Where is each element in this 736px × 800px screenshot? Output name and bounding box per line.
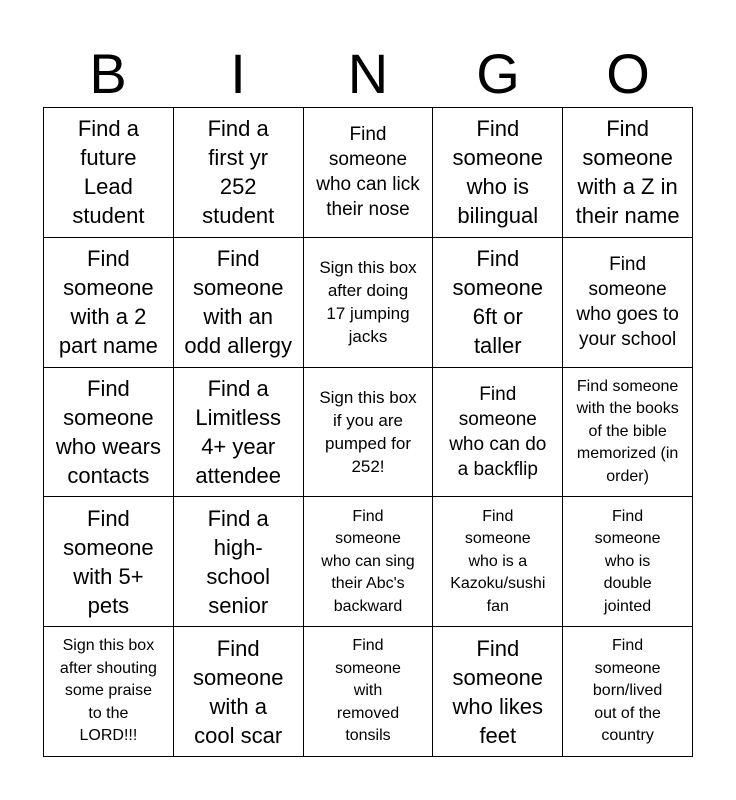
cell-text: Find someone who can sing their Abc's backward xyxy=(321,507,415,615)
cell-text: Find a future Lead student xyxy=(72,116,145,229)
bingo-cell[interactable] xyxy=(174,368,304,498)
bingo-cell[interactable] xyxy=(44,368,174,498)
cell-text: Find someone with a cool scar xyxy=(192,635,284,748)
cell-text: Find someone with 5+ pets xyxy=(63,505,154,618)
bingo-cell[interactable] xyxy=(44,627,174,757)
cell-text: Find someone who is double jointed xyxy=(594,507,661,615)
bingo-cell[interactable] xyxy=(563,497,693,627)
bingo-cell[interactable] xyxy=(44,497,174,627)
bingo-cell[interactable] xyxy=(304,368,434,498)
bingo-cell[interactable] xyxy=(174,497,304,627)
cell-text: Find someone who is bilingual xyxy=(452,116,544,229)
cell-text: Find someone who can do a backflip xyxy=(449,383,547,480)
bingo-cell[interactable] xyxy=(563,627,693,757)
cell-text: Sign this box if you are pumped for 252! xyxy=(319,387,417,476)
cell-text: Find someone who goes to your school xyxy=(576,254,679,351)
bingo-cell[interactable] xyxy=(304,627,434,757)
cell-text: Sign this box after doing 17 jumping jacks xyxy=(319,258,417,347)
cell-text: Find someone with a Z in their name xyxy=(575,116,680,229)
bingo-cell[interactable] xyxy=(44,238,174,368)
cell-text: Find someone with removed tonsils xyxy=(335,637,401,745)
bingo-cell[interactable] xyxy=(563,238,693,368)
bingo-cell[interactable] xyxy=(174,238,304,368)
cell-text: Find someone with a 2 part name xyxy=(58,246,158,359)
cell-text: Find someone who can lick their nose xyxy=(316,124,420,221)
cell-text: Find someone born/lived out of the country xyxy=(592,637,663,745)
bingo-header xyxy=(43,40,693,108)
cell-text: Find someone who is a Kazoku/sushi fan xyxy=(450,507,546,615)
cell-text: Find a Limitless 4+ year attendee xyxy=(195,375,282,488)
bingo-cell[interactable] xyxy=(174,627,304,757)
header-letter-b: B xyxy=(89,42,127,105)
bingo-cell[interactable] xyxy=(433,627,563,757)
bingo-cell[interactable] xyxy=(304,497,434,627)
cell-text: Find someone 6ft or taller xyxy=(452,246,544,359)
cell-text: Sign this box after shouting some praise to the LORD!!! xyxy=(59,637,157,745)
bingo-cell[interactable] xyxy=(433,108,563,238)
cell-text: Find someone who likes feet xyxy=(452,635,544,748)
bingo-cell[interactable] xyxy=(433,368,563,498)
header-letter-o: O xyxy=(606,42,650,105)
header-letter-g: G xyxy=(476,42,520,105)
bingo-cell[interactable] xyxy=(433,238,563,368)
bingo-cell[interactable] xyxy=(174,108,304,238)
bingo-cell[interactable] xyxy=(563,368,693,498)
cell-text: Find someone with the books of the bible memorized (in order) xyxy=(576,377,679,485)
bingo-cell[interactable] xyxy=(304,108,434,238)
cell-text: Find someone with an odd allergy xyxy=(184,246,293,359)
bingo-cell[interactable] xyxy=(44,108,174,238)
cell-text: Find someone who wears contacts xyxy=(55,375,161,488)
cell-text: Find a high- school senior xyxy=(206,505,270,618)
bingo-cell[interactable] xyxy=(433,497,563,627)
bingo-cell[interactable] xyxy=(304,238,434,368)
bingo-cell[interactable] xyxy=(563,108,693,238)
header-letter-i: I xyxy=(230,42,246,105)
cell-text: Find a first yr 252 student xyxy=(202,116,275,229)
bingo-board xyxy=(43,107,693,757)
header-letter-n: N xyxy=(347,42,389,105)
